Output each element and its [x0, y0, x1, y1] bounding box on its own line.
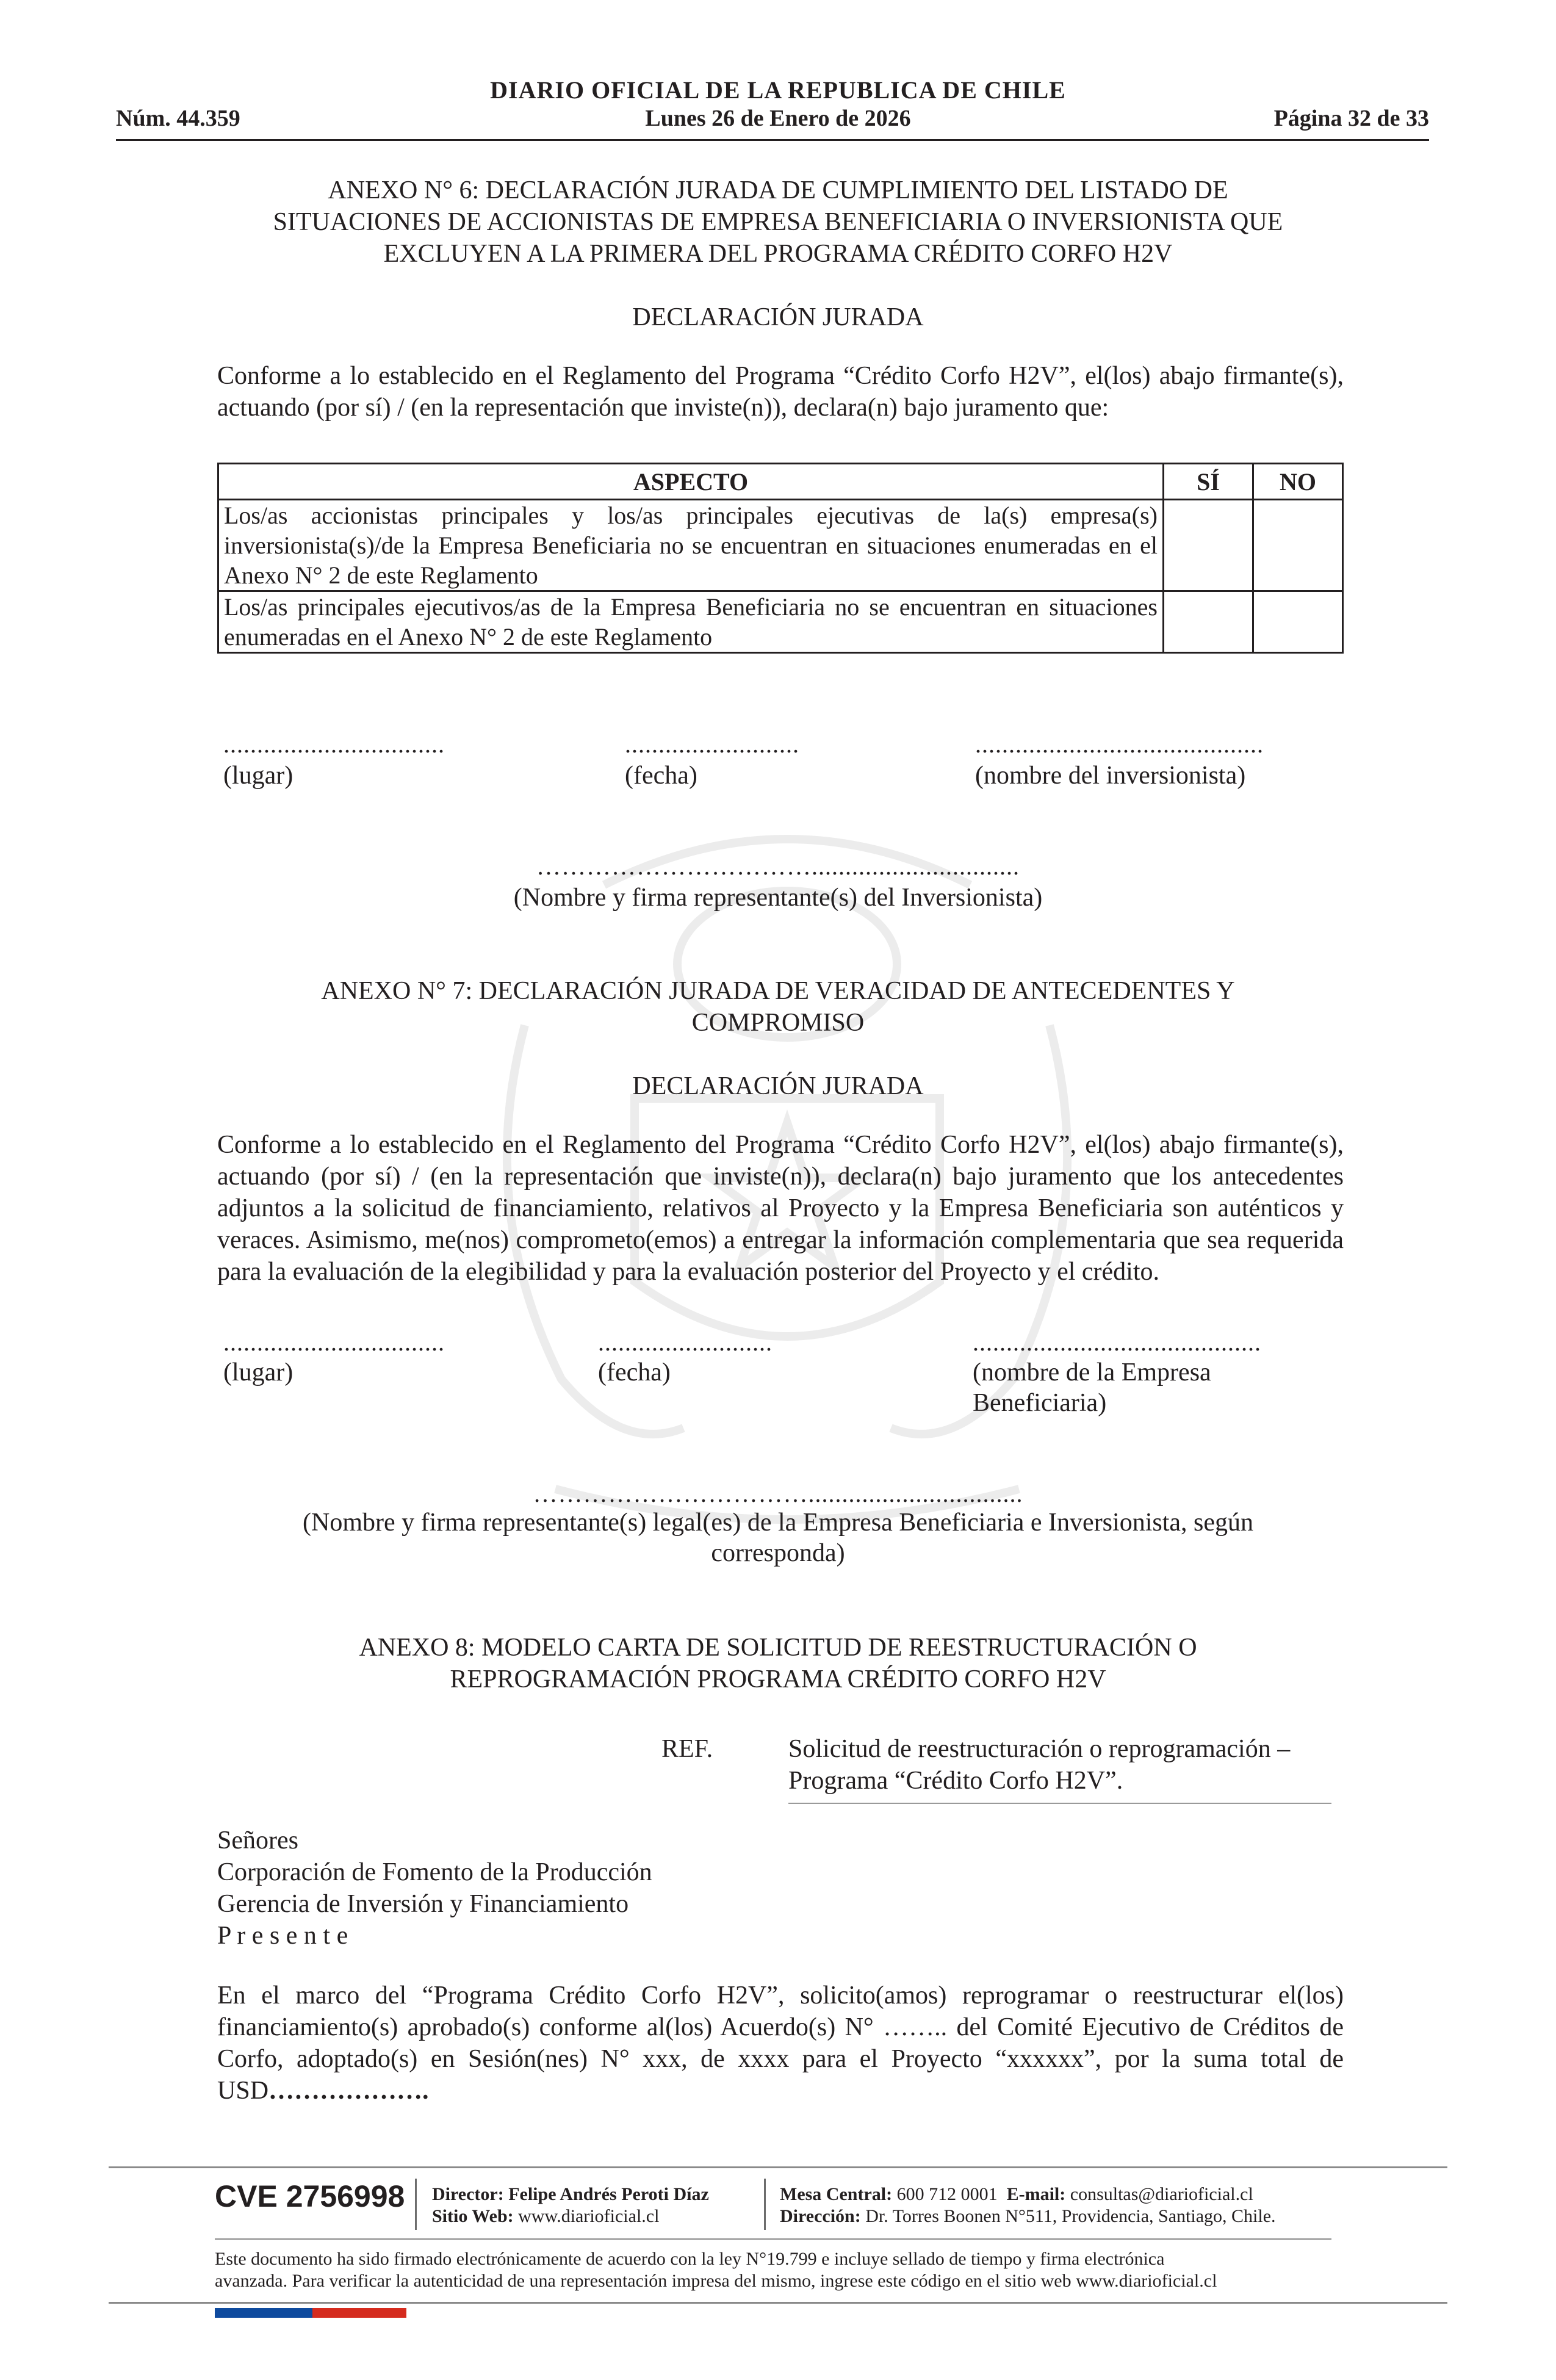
si-checkbox-cell[interactable] [1164, 500, 1253, 591]
annex6-subtitle: DECLARACIÓN JURADA [632, 303, 924, 331]
empresa-label-line: Beneficiaria) [973, 1389, 1107, 1417]
annex8-body-text: En el marco del “Programa Crédito Corfo H2V”, solicito(amos) reprogramar o reestructurar el(los) financiamiento(s) aprobado(s) conforme al(los) Acuerdo(s) N° …….. del Comité Ejecutivo de Créditos de Corfo, adoptado(s) en Sesión(nes) N° xxx, de xxxx para el Proyecto “xxxxxx”, por la suma total de USD [217, 1982, 1344, 2105]
header-no: NO [1253, 464, 1343, 500]
empresa-line: ........................................... [973, 1329, 1261, 1356]
empresa-label [973, 1357, 1211, 1418]
contact-block [780, 2183, 1276, 2227]
signature-note [215, 2248, 1331, 2292]
newspaper-title: DIARIO OFICIAL DE LA REPUBLICA DE CHILE [490, 76, 1066, 104]
mesa-phone: 600 712 0001 [896, 2184, 998, 2204]
header-divider [116, 139, 1429, 141]
footer-divider [109, 2166, 1447, 2168]
footer-inner-divider [215, 2238, 1331, 2240]
fecha-line: .......................... [625, 730, 799, 758]
cve-code: CVE 2756998 [215, 2179, 405, 2213]
annex7-subtitle: DECLARACIÓN JURADA [632, 1072, 924, 1100]
lugar-line: ................................. [223, 1329, 445, 1356]
inversionista-label: (nombre del inversionista) [975, 762, 1246, 790]
issue-number: Núm. 44.359 [116, 106, 240, 131]
firma-label [0, 1507, 1556, 1568]
firma-label-line: (Nombre y firma representante(s) legal(es) de la Empresa Beneficiaria e Inversionista, según [303, 1509, 1253, 1537]
si-checkbox-cell[interactable] [1164, 591, 1253, 653]
issue-date: Lunes 26 de Enero de 2026 [645, 106, 911, 131]
director-block [432, 2183, 709, 2227]
annex8-title [0, 1632, 1556, 1695]
annex7-title-line: COMPROMISO [691, 1009, 865, 1037]
no-checkbox-cell[interactable] [1253, 591, 1343, 653]
director-label: Director: [432, 2184, 504, 2204]
ref-subject-line: Programa “Crédito Corfo H2V”. [788, 1767, 1123, 1795]
addressee-line: P r e s e n t e [217, 1922, 348, 1950]
annex6-title-line: SITUACIONES DE ACCIONISTAS DE EMPRESA BENEFICIARIA O INVERSIONISTA QUE [273, 208, 1283, 236]
header-aspecto: ASPECTO [218, 464, 1164, 500]
firma-line: ……………………………................................ [533, 1480, 1023, 1507]
email-link[interactable]: consultas@diarioficial.cl [1070, 2184, 1253, 2204]
lugar-line: ................................. [223, 730, 445, 758]
addressee-block [217, 1825, 652, 1952]
signature-note-line: Este documento ha sido firmado electrónicamente de acuerdo con la ley N°19.799 e incluye sellado de tiempo y firma electrónica [215, 2249, 1165, 2269]
annex8-body-amount: ………………. [268, 2077, 429, 2105]
header-si: SÍ [1164, 464, 1253, 500]
ref-label: REF. [661, 1735, 713, 1763]
aspect-cell: Los/as accionistas principales y los/as principales ejecutivas de la(s) empresa(s) inversionista(s)/de la Empresa Beneficiaria no se encuentran en situaciones enumeradas en el Anexo N° 2 de este Reglamento [218, 500, 1164, 591]
annex8-title-line: ANEXO 8: MODELO CARTA DE SOLICITUD DE REESTRUCTURACIÓN O [359, 1634, 1197, 1662]
flag-stripe-blue [215, 2308, 312, 2318]
addressee-line: Corporación de Fomento de la Producción [217, 1858, 652, 1886]
aspect-cell: Los/as principales ejecutivos/as de la Empresa Beneficiaria no se encuentran en situaciones enumeradas en el Anexo N° 2 de este Reglamento [218, 591, 1164, 653]
site-label: Sitio Web: [432, 2206, 514, 2226]
addressee-line: Gerencia de Inversión y Financiamiento [217, 1890, 629, 1918]
fecha-label: (fecha) [598, 1358, 671, 1387]
annex8-title-line: REPROGRAMACIÓN PROGRAMA CRÉDITO CORFO H2V [450, 1665, 1106, 1693]
table-row [218, 500, 1343, 591]
address-text: Dr. Torres Boonen N°511, Providencia, Santiago, Chile. [865, 2206, 1276, 2226]
annex6-title-line: EXCLUYEN A LA PRIMERA DEL PROGRAMA CRÉDITO CORFO H2V [383, 240, 1173, 268]
director-name: Felipe Andrés Peroti Díaz [508, 2184, 709, 2204]
empresa-label-line: (nombre de la Empresa [973, 1358, 1211, 1387]
ref-subject-line: Solicitud de reestructuración o reprogramación – [788, 1735, 1291, 1763]
aspect-table [217, 463, 1344, 654]
fecha-line: .......................... [598, 1329, 773, 1356]
annex7-title-line: ANEXO N° 7: DECLARACIÓN JURADA DE VERACIDAD DE ANTECEDENTES Y [321, 977, 1235, 1005]
footer-separator [764, 2179, 766, 2230]
annex8-body [217, 1980, 1344, 2107]
address-label: Dirección: [780, 2206, 861, 2226]
email-label: E-mail: [1006, 2184, 1066, 2204]
firma-line: ……………………………............................... [536, 853, 1020, 880]
firma-label: (Nombre y firma representante(s) del Inversionista) [513, 884, 1043, 912]
ref-subject [788, 1733, 1331, 1804]
no-checkbox-cell[interactable] [1253, 500, 1343, 591]
inversionista-line: ........................................... [975, 730, 1264, 758]
lugar-label: (lugar) [223, 762, 294, 790]
footer-separator [415, 2179, 417, 2230]
annex7-body: Conforme a lo establecido en el Reglamento del Programa “Crédito Corfo H2V”, el(los) abajo firmante(s), actuando (por sí) / (en la representación que inviste(n)), declara(n) bajo juramento que los antecedentes adjuntos a la solicitud de financiamiento, relativos al Proyecto y la Empresa Beneficiaria son auténticos y veraces. Asimismo, me(nos) comprometo(emos) a entregar la información complementaria que sea requerida para la evaluación de la elegibilidad y para la evaluación posterior del Proyecto y el crédito. [217, 1131, 1344, 1286]
annex6-intro: Conforme a lo establecido en el Reglamento del Programa “Crédito Corfo H2V”, el(los) abajo firmante(s), actuando (por sí) / (en la representación que inviste(n)), declara(n) bajo juramento que: [217, 362, 1344, 422]
flag-stripe-red [312, 2308, 406, 2318]
annex6-title [0, 175, 1556, 270]
signature-note-line: avanzada. Para verificar la autenticidad de una representación impresa del mismo, ingrese este código en el sitio web www.diarioficial.cl [215, 2271, 1217, 2291]
annex6-title-line: ANEXO N° 6: DECLARACIÓN JURADA DE CUMPLIMIENTO DEL LISTADO DE [328, 176, 1228, 204]
annex7-title [0, 975, 1556, 1039]
footer-bottom-divider [109, 2302, 1447, 2304]
table-header-row [218, 464, 1343, 500]
table-row [218, 591, 1343, 653]
firma-label-line: corresponda) [711, 1539, 845, 1567]
fecha-label: (fecha) [625, 762, 697, 790]
page-number: Página 32 de 33 [1273, 106, 1429, 131]
mesa-label: Mesa Central: [780, 2184, 893, 2204]
site-link[interactable]: www.diarioficial.cl [518, 2206, 660, 2226]
addressee-line: Señores [217, 1826, 298, 1855]
lugar-label: (lugar) [223, 1358, 294, 1387]
